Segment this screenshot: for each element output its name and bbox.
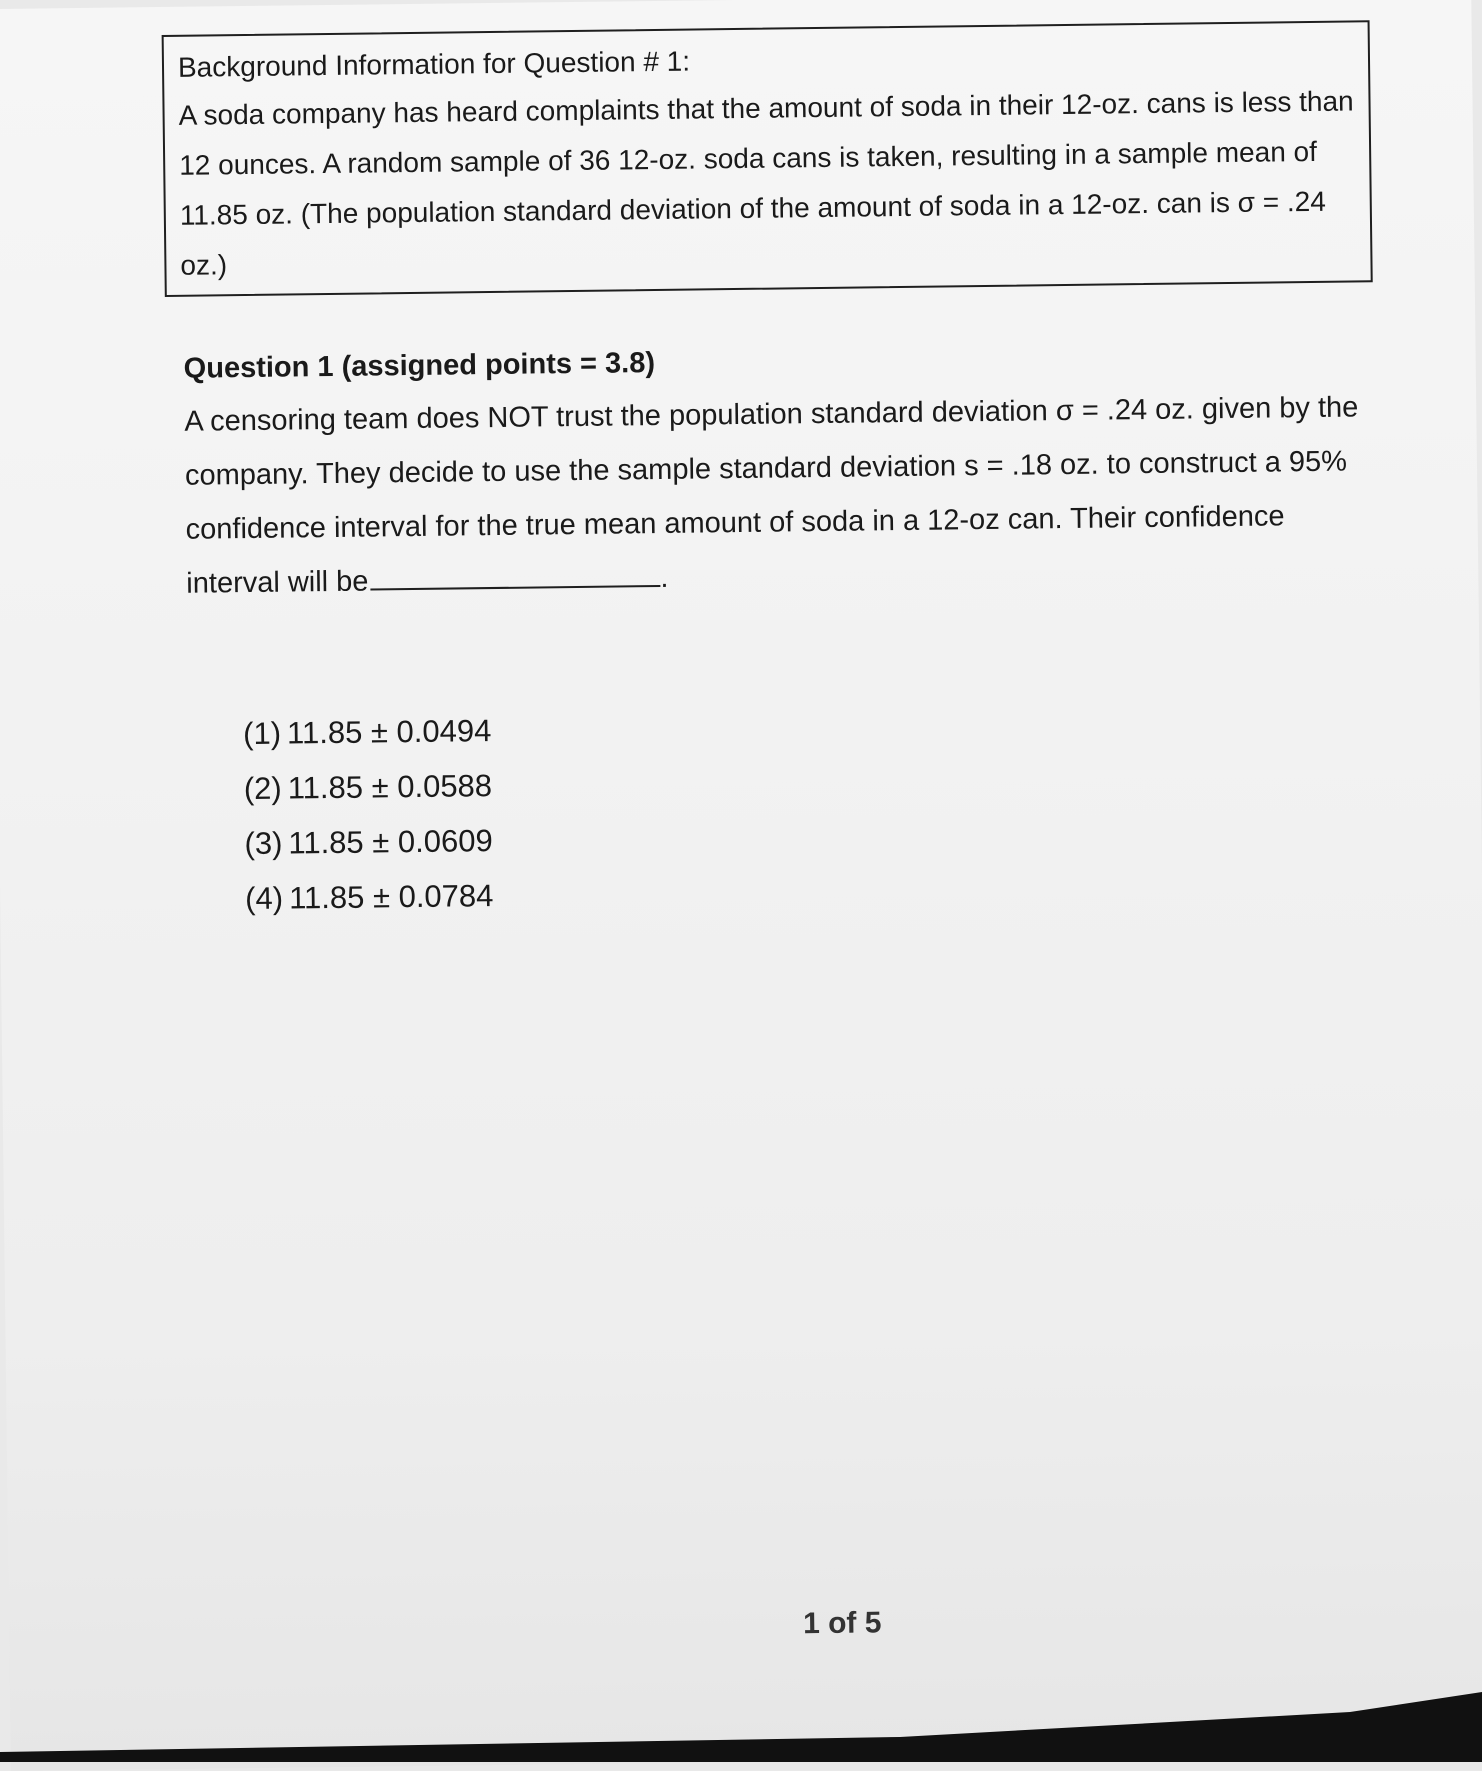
background-info-box	[162, 20, 1373, 297]
option-text: 11.85 ± 0.0784	[289, 878, 494, 915]
question-title: Question 1 (assigned points = 3.8)	[184, 347, 656, 386]
option-text: 11.85 ± 0.0588	[288, 768, 493, 805]
option-text: 11.85 ± 0.0494	[287, 713, 492, 750]
option-number: (2)	[244, 771, 282, 806]
option-number: (3)	[244, 826, 282, 861]
answer-option-2	[243, 758, 492, 816]
question-body: A censoring team does NOT trust the population standard deviation σ = .24 oz. given by the company. They decide to use the sample standard deviation s = .18 oz. to construct a 95% confidence interval for the true mean amount of soda in a 12-oz can. Their confidence interval will be	[184, 391, 1358, 599]
option-number: (4)	[245, 881, 283, 916]
option-text: 11.85 ± 0.0609	[288, 823, 493, 860]
question-text	[184, 380, 1377, 611]
question-end-mark: .	[660, 562, 668, 594]
answer-blank	[370, 563, 660, 591]
answer-option-3	[244, 813, 493, 871]
answer-option-1	[243, 703, 492, 761]
answer-options	[243, 703, 494, 926]
answer-option-4	[245, 868, 494, 926]
background-info-title: Background Information for Question # 1:	[178, 30, 1354, 90]
page-number: 1 of 5	[803, 1606, 882, 1641]
option-number: (1)	[243, 716, 281, 751]
background-info-text: A soda company has heard complaints that the amount of soda in their 12-oz. cans is less than 12 ounces. A random sample of 36 12-oz. soda cans is taken, resulting in a sample mean of 11.85 oz. (The population standard deviation of the amount of soda in a 12-oz. can is σ = .24 oz.)	[178, 76, 1356, 290]
